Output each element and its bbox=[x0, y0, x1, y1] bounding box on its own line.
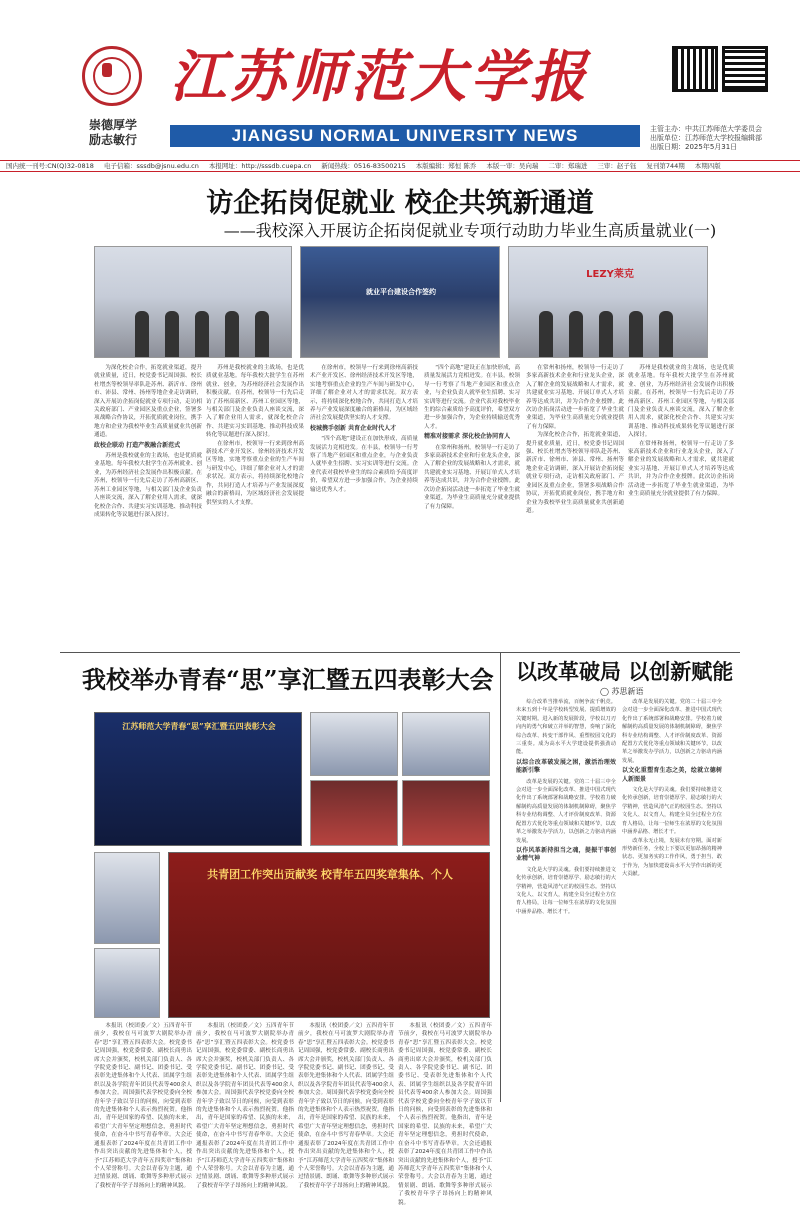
info-bar-item: 本期四版 bbox=[694, 162, 721, 170]
article-column-5 bbox=[526, 364, 624, 648]
section-heading: 以综合改革破发展之困，激活治理效能新引擎 bbox=[516, 758, 616, 775]
event-headline: 我校举办青春“思”享汇暨五四表彰大会 bbox=[82, 665, 494, 694]
article-column-6 bbox=[628, 364, 734, 648]
motto-line-2: 励志敏行 bbox=[88, 133, 137, 147]
university-seal-logo bbox=[82, 46, 142, 106]
paragraph: 改革永无止境，发展未有穷期。面对新形势新任务，全校上下要以更加昂扬的精神状态、更加务实的工作作风，勇于担当、敢于作为，为加快建设高水平大学作出新的更大贡献。 bbox=[622, 837, 722, 878]
publish-date: 出版日期：2025年5月31日 bbox=[650, 143, 738, 151]
school-motto bbox=[78, 118, 148, 148]
paragraph: 本报讯（校团委／文）五四青年节前夕，我校在马可波罗大剧院举办青春“思”享汇暨五四表彰大会。校党委书记周国强，校党委常委、副校长商勇出席大会并颁奖，校机关部门负责人、各学院党委书记、副书记、团委书记、受表彰先进集体和个人代表、团属学生组织以及各学院青年团员代表等400余人参加大会。周国强代表学校党委向全校青年学子致以节日的问候，向受到表彰的先进集体和个人表示热烈祝贺。他指出，青年是国家的希望、民族的未来，希望广大青年坚定理想信念，勇担时代使命，在奋斗中书写青春华章。大会还通报表彰了2024年度在共青团工作中作出突出贡献的先进集体和个人，授予“江苏师范大学青年五四奖章”集体和个人荣誉称号。大会以青春为主题，通过情景剧、朗诵、歌舞等多种形式展示了我校青年学子昂扬向上的精神风貌。 bbox=[94, 1023, 192, 1189]
info-bar-item: 本版编辑：郑恒 陈乔 bbox=[415, 162, 477, 170]
photo-logo-text: LEZY莱克 bbox=[586, 269, 634, 280]
paragraph: 本报讯（校团委／文）五四青年节前夕，我校在马可波罗大剧院举办青春“思”享汇暨五四表彰大会。校党委书记周国强，校党委常委、副校长商勇出席大会并颁奖，校机关部门负责人、各学院党委书记、副书记、团委书记、受表彰先进集体和个人代表、团属学生组织以及各学院青年团员代表等400余人参加大会。周国强代表学校党委向全校青年学子致以节日的问候，向受到表彰的先进集体和个人表示热烈祝贺。他指出，青年是国家的希望、民族的未来，希望广大青年坚定理想信念，勇担时代使命，在奋斗中书写青春华章。大会还通报表彰了2024年度在共青团工作中作出突出贡献的先进集体和个人，授予“江苏师范大学青年五四奖章”集体和个人荣誉称号。大会以青春为主题，通过情景剧、朗诵、歌舞等多种形式展示了我校青年学子昂扬向上的精神风貌。 bbox=[398, 1023, 492, 1206]
section-heading: 以作风革新持担当之魂，提振干事创业精气神 bbox=[516, 846, 616, 863]
section-divider bbox=[60, 652, 740, 653]
info-bar-item: 本版一审：吴向瑞 bbox=[486, 162, 539, 170]
info-bar-item: 本报网址：http://sssdb.cuepa.cn bbox=[208, 162, 312, 170]
article-column-3 bbox=[310, 364, 418, 648]
paragraph: “四个高地”建设正在加快形成，高质量发展活力竞相迸发。在丰县，校领导一行考察了当地产业园区和重点企业，与企业负责人就毕业生招聘、实习实训等进行交流。企业代表对我校毕业生的综合素质给予高度评价，希望双方进一步加强合作，为企业持续输送优秀人才。 bbox=[424, 365, 520, 430]
paragraph: 为深化校企合作，拓宽就业渠道，提升就业质量，近日，校党委书记周国强、校长杜增杰等校领导率队赴苏州、新沂市、徐州市、沛县、常州、扬州等地企业走访调研，深入开展访企拓岗促就业专项行动，走访相关政府部门、产业园区及重点企业，签署多项战略合作协议，开拓优质就业岗位，携手地方和企业为我校毕业生高质量就业共创新通道。 bbox=[526, 432, 624, 514]
section-heading: 校城携手创新 共育企业时代人才 bbox=[310, 424, 397, 432]
news-photo-3 bbox=[508, 246, 708, 358]
commentary-byline: ◯ 苏思新语 bbox=[600, 687, 644, 696]
event-photo-6 bbox=[94, 852, 160, 944]
section-heading: 政校企联动 打造产教融合新范式 bbox=[94, 441, 181, 449]
lead-subheadline: ——我校深入开展访企拓岗促就业专项行动助力毕业生高质量就业(一) bbox=[223, 221, 717, 240]
info-bar-item: 复刊第744期 bbox=[646, 162, 685, 170]
news-photo-2 bbox=[300, 246, 500, 358]
info-bar-item: 新闻热线：0516-83500215 bbox=[321, 162, 406, 170]
event-photo-7 bbox=[94, 948, 160, 1018]
info-bar-item: 二审：郑瑞进 bbox=[548, 162, 588, 170]
event-photo-3 bbox=[402, 712, 490, 776]
paragraph: 在常州和扬州，校领导一行走访了多家高新技术企业和行业龙头企业，深入了解企业的发展战略和人才需求，就共建就业实习基地、开展订单式人才培养等达成共识，并为合作企业授牌。此次访企拓岗活动进一步拓宽了毕业生就业渠道，为毕业生高质量充分就业提供了有力保障。 bbox=[628, 440, 734, 498]
event-photo-8 bbox=[168, 852, 490, 1018]
article-column-2 bbox=[206, 364, 304, 648]
paragraph: 在徐州市，校领导一行来到徐州高新技术产业开发区、徐州经济技术开发区等地，实地考察重点企业的生产车间与研发中心，详细了解企业对人才的需求状况。双方表示，将持续深化校地合作，共同打造人才培养与产业发展深度融合的新格局，为区域经济社会发展提供坚实的人才支撑。 bbox=[206, 440, 304, 506]
article-column-1 bbox=[94, 364, 202, 648]
paragraph: 苏州是我校就业的主战场，也是优质就业基地。每年我校大批学生在苏州就业、创业，为苏州经济社会发展作出积极贡献。在苏州，校领导一行先后走访了苏州高新区、苏州工业园区等地，与相关部门及企业负责人座谈交流，深入了解企业用人需求，就深化校企合作、共建实习实训基地、推动科技成果转化等议题进行深入探讨。 bbox=[94, 453, 202, 518]
qr-code-icon[interactable] bbox=[672, 46, 718, 92]
event-article-column-2 bbox=[196, 1022, 294, 1189]
column-divider bbox=[500, 652, 501, 1102]
editor: 出版单位：江苏师范大学校报编辑部 bbox=[650, 134, 762, 142]
stage-banner-text: 江苏师范大学青春“思”享汇暨五四表彰大会 bbox=[122, 721, 276, 731]
paragraph: 改革是发展的关键。党的二十届三中全会对进一步全面深化改革、推进中国式现代化作出了系统部署和战略安排。学校着力破解制约高质量发展的体制机制障碍，聚焦学科专业结构调整、人才评价制度改革、资源配置方式优化等重点领域和关键环节，以改革之举激发办学活力，以创新之力驱动内涵发展。 bbox=[516, 778, 616, 844]
paragraph: 文化是大学的灵魂。我们要持续推进文化传承创新，培育崇德厚学、励志敏行的大学精神，营造风清气正的校园生态。坚持以文化人、以文育人，构建全员全过程全方位育人格局，让每一位师生在浓厚的文化氛围中涵养品格、增长才干。 bbox=[622, 787, 722, 836]
commentary-column-1 bbox=[516, 698, 616, 1102]
publication-info bbox=[650, 125, 800, 152]
paragraph: 综合改革当推举流，百舸争流千帆竞。未来五到十年是学校转型发展、提质增效的关键时期。进入新的发展阶段，学校以刀刃向内的勇气和破立并举的智慧，奏响了深化综合改革、转变干部作风、重塑校园文化的三重奏。成为高水平大学建设提供强劲动能。 bbox=[516, 699, 616, 756]
lead-headline: 访企拓岗促就业 校企共筑新通道 bbox=[206, 188, 594, 219]
article-column-4 bbox=[424, 364, 520, 648]
section-heading: 以文化重塑育生态之美，绘就立德树人新图景 bbox=[622, 767, 722, 783]
event-photo-4 bbox=[310, 780, 398, 846]
section-heading: 精准对接需求 深化校企协同育人 bbox=[424, 433, 511, 441]
award-banner-text: 共青团工作突出贡献奖 校青年五四奖章集体、个人 bbox=[207, 868, 453, 881]
info-bar-item: 三审：赵子钰 bbox=[597, 162, 637, 170]
paragraph: 本报讯（校团委／文）五四青年节前夕，我校在马可波罗大剧院举办青春“思”享汇暨五四表彰大会。校党委书记周国强，校党委常委、副校长商勇出席大会并颁奖，校机关部门负责人、各学院党委书记、副书记、团委书记、受表彰先进集体和个人代表、团属学生组织以及各学院青年团员代表等400余人参加大会。周国强代表学校党委向全校青年学子致以节日的问候，向受到表彰的先进集体和个人表示热烈祝贺。他指出，青年是国家的希望、民族的未来，希望广大青年坚定理想信念，勇担时代使命，在奋斗中书写青春华章。大会还通报表彰了2024年度在共青团工作中作出突出贡献的先进集体和个人，授予“江苏师范大学青年五四奖章”集体和个人荣誉称号。大会以青春为主题，通过情景剧、朗诵、歌舞等多种形式展示了我校青年学子昂扬向上的精神风貌。 bbox=[196, 1023, 294, 1189]
paragraph: 改革是发展的关键。党的二十届三中全会对进一步全面深化改革、推进中国式现代化作出了系统部署和战略安排。学校着力破解制约高质量发展的体制机制障碍，聚焦学科专业结构调整、人才评价制度改革、资源配置方式优化等重点领域和关键环节，以改革之举激发办学活力，以创新之力驱动内涵发展。 bbox=[622, 699, 722, 764]
paragraph: 为深化校企合作，拓宽就业渠道，提升就业质量，近日，校党委书记周国强、校长杜增杰等校领导率队赴苏州、新沂市、徐州市、沛县、常州、扬州等地企业走访调研，深入开展访企拓岗促就业专项行动，走访相关政府部门、产业园区及重点企业，签署多项战略合作协议，开拓优质就业岗位，携手地方和企业为我校毕业生高质量就业共创新通道。 bbox=[94, 365, 202, 439]
event-article-column-3 bbox=[298, 1022, 394, 1189]
paragraph: 在常州和扬州，校领导一行走访了多家高新技术企业和行业龙头企业，深入了解企业的发展战略和人才需求，就共建就业实习基地、开展订单式人才培养等达成共识，并为合作企业授牌。此次访企拓岗活动进一步拓宽了毕业生就业渠道，为毕业生高质量充分就业提供了有力保障。 bbox=[526, 365, 624, 430]
paragraph: 苏州是我校就业的主战场，也是优质就业基地。每年我校大批学生在苏州就业、创业，为苏州经济社会发展作出积极贡献。在苏州，校领导一行先后走访了苏州高新区、苏州工业园区等地，与相关部门及企业负责人座谈交流，深入了解企业用人需求，就深化校企合作、共建实习实训基地、推动科技成果转化等议题进行深入探讨。 bbox=[206, 365, 304, 439]
publisher: 主管主办：中共江苏师范大学委员会 bbox=[650, 125, 762, 133]
commentary-column-2 bbox=[622, 698, 722, 1102]
event-article-column-1 bbox=[94, 1022, 192, 1189]
motto-line-1: 崇德厚学 bbox=[88, 118, 137, 132]
paragraph: 本报讯（校团委／文）五四青年节前夕，我校在马可波罗大剧院举办青春“思”享汇暨五四表彰大会。校党委书记周国强，校党委常委、副校长商勇出席大会并颁奖，校机关部门负责人、各学院党委书记、副书记、团委书记、受表彰先进集体和个人代表、团属学生组织以及各学院青年团员代表等400余人参加大会。周国强代表学校党委向全校青年学子致以节日的问候，向受到表彰的先进集体和个人表示热烈祝贺。他指出，青年是国家的希望、民族的未来，希望广大青年坚定理想信念，勇担时代使命，在奋斗中书写青春华章。大会还通报表彰了2024年度在共青团工作中作出突出贡献的先进集体和个人，授予“江苏师范大学青年五四奖章”集体和个人荣誉称号。大会以青春为主题，通过情景剧、朗诵、歌舞等多种形式展示了我校青年学子昂扬向上的精神风貌。 bbox=[298, 1023, 394, 1189]
info-bar-item: 国内统一刊号:CN(Q)32-0818 bbox=[6, 162, 94, 170]
event-photo-2 bbox=[310, 712, 398, 776]
qr-code-icon[interactable] bbox=[722, 46, 768, 92]
paragraph: 在徐州市，校领导一行来到徐州高新技术产业开发区、徐州经济技术开发区等地，实地考察重点企业的生产车间与研发中心，详细了解企业对人才的需求状况。双方表示，将持续深化校地合作，共同打造人才培养与产业发展深度融合的新格局，为区域经济社会发展提供坚实的人才支撑。 bbox=[310, 365, 418, 422]
newspaper-title: 江苏师范大学报 bbox=[170, 44, 590, 110]
paragraph: 在常州和扬州，校领导一行走访了多家高新技术企业和行业龙头企业，深入了解企业的发展战略和人才需求，就共建就业实习基地、开展订单式人才培养等达成共识，并为合作企业授牌。此次访企拓岗活动进一步拓宽了毕业生就业渠道，为毕业生高质量充分就业提供了有力保障。 bbox=[424, 444, 520, 510]
news-photo-1 bbox=[94, 246, 292, 358]
event-article-column-4 bbox=[398, 1022, 492, 1206]
event-photo-1 bbox=[94, 712, 302, 846]
commentary-headline: 以改革破局 以创新赋能 bbox=[516, 659, 734, 684]
event-photo-5 bbox=[402, 780, 490, 846]
info-bar bbox=[0, 160, 800, 172]
newspaper-title-english: JIANGSU NORMAL UNIVERSITY NEWS bbox=[170, 125, 640, 147]
paragraph: 文化是大学的灵魂。我们要持续推进文化传承创新，培育崇德厚学、励志敏行的大学精神，营造风清气正的校园生态。坚持以文化人、以文育人，构建全员全过程全方位育人格局，让每一位师生在浓厚的文化氛围中涵养品格、增长才干。 bbox=[516, 866, 616, 915]
paragraph: 苏州是我校就业的主战场，也是优质就业基地。每年我校大批学生在苏州就业、创业，为苏州经济社会发展作出积极贡献。在苏州，校领导一行先后走访了苏州高新区、苏州工业园区等地，与相关部门及企业负责人座谈交流，深入了解企业用人需求，就深化校企合作、共建实习实训基地、推动科技成果转化等议题进行深入探讨。 bbox=[628, 365, 734, 439]
paragraph: “四个高地”建设正在加快形成，高质量发展活力竞相迸发。在丰县，校领导一行考察了当地产业园区和重点企业，与企业负责人就毕业生招聘、实习实训等进行交流。企业代表对我校毕业生的综合素质给予高度评价，希望双方进一步加强合作，为企业持续输送优秀人才。 bbox=[310, 436, 418, 493]
info-bar-item: 电子信箱：sssdb@jsnu.edu.cn bbox=[103, 162, 199, 170]
photo-banner-text: 就业平台建设合作签约 bbox=[366, 288, 436, 296]
